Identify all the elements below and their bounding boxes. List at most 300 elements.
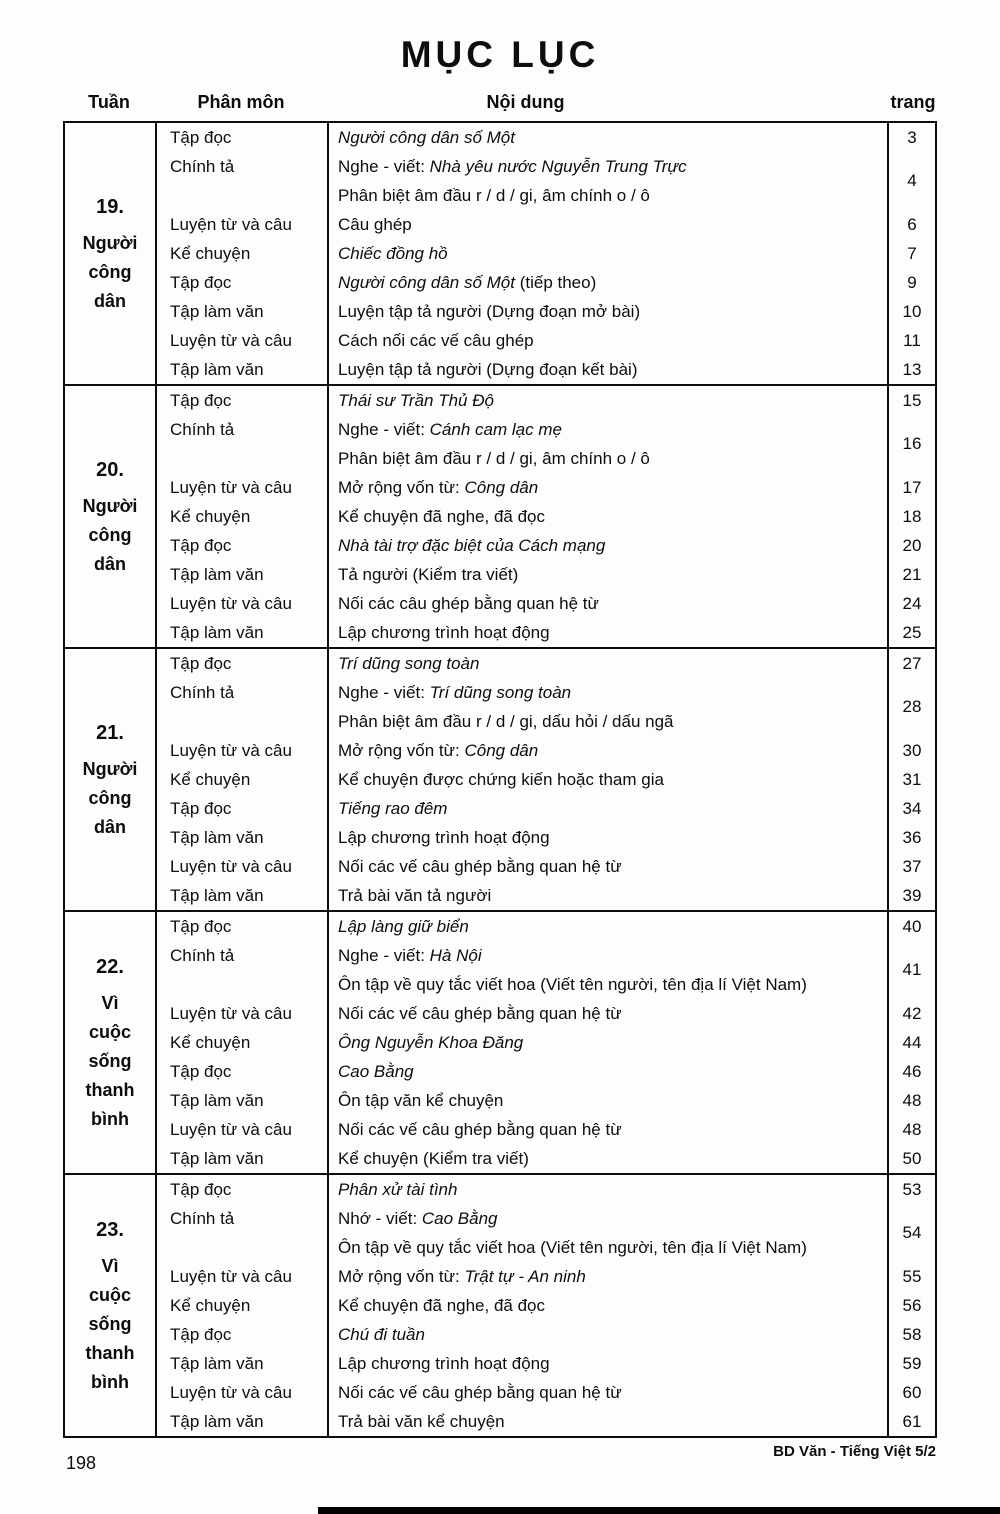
table-row <box>157 649 935 678</box>
week-theme-word: bình <box>91 1108 129 1129</box>
content-segment: Mở rộng vốn từ: <box>338 1267 465 1286</box>
content-cell <box>329 736 889 765</box>
content-cell <box>329 881 889 910</box>
subject-cell: Tập làm văn <box>157 1086 329 1115</box>
table-row <box>157 502 935 531</box>
content-segment: (tiếp theo) <box>514 273 597 292</box>
table-row <box>157 912 935 941</box>
page-cell: 54 <box>902 1223 922 1242</box>
table-row <box>157 1175 935 1204</box>
content-segment: Trật tự - An ninh <box>464 1267 586 1286</box>
subject-cell: Tập đọc <box>157 649 329 678</box>
page-cell: 7 <box>907 243 917 263</box>
content-cell <box>329 941 889 999</box>
subject-cell: Tập đọc <box>157 268 329 297</box>
content-cell <box>329 1086 889 1115</box>
page-cell: 55 <box>902 1266 922 1286</box>
content-segment: Phân xử tài tình <box>338 1180 458 1199</box>
content-segment: Ôn tập về quy tắc viết hoa (Viết tên người, tên địa lí Việt Nam) <box>338 975 807 994</box>
table-row <box>157 736 935 765</box>
week-number: 20. <box>96 458 124 481</box>
page-cell: 21 <box>902 564 922 584</box>
page-cell: 28 <box>902 697 922 716</box>
subject-cell: Luyện từ và câu <box>157 1378 329 1407</box>
content-cell <box>329 386 889 415</box>
table-row <box>157 1086 935 1115</box>
week-theme-word: công <box>88 524 132 545</box>
content-segment: Kể chuyện đã nghe, đã đọc <box>338 507 545 526</box>
content-segment: Nhớ - viết: <box>338 1209 422 1228</box>
content-segment: Trả bài văn tả người <box>338 886 492 905</box>
content-segment: Phân biệt âm đầu r / d / gi, âm chính o / ô <box>338 449 650 468</box>
content-cell <box>329 794 889 823</box>
content-segment: Nối các vế câu ghép bằng quan hệ từ <box>338 857 622 876</box>
content-line <box>338 560 887 589</box>
content-cell <box>329 1407 889 1436</box>
subject-cell: Tập làm văn <box>157 297 329 326</box>
content-segment: Tả người (Kiểm tra viết) <box>338 565 519 584</box>
subject-cell: Tập đọc <box>157 386 329 415</box>
content-segment: Nghe - viết: <box>338 683 430 702</box>
content-segment: Kể chuyện đã nghe, đã đọc <box>338 1296 545 1315</box>
content-segment: Nghe - viết: <box>338 420 430 439</box>
subject-cell: Kể chuyện <box>157 765 329 794</box>
content-cell <box>329 765 889 794</box>
page-cell: 44 <box>902 1032 922 1052</box>
content-line <box>338 297 887 326</box>
content-segment: Thái sư Trần Thủ Độ <box>338 391 494 410</box>
content-line <box>338 912 887 941</box>
subject-cell: Luyện từ và câu <box>157 736 329 765</box>
content-cell <box>329 1028 889 1057</box>
content-segment: Cao Bằng <box>421 1209 498 1228</box>
table-row <box>157 589 935 618</box>
header-page: trang <box>890 92 936 112</box>
subject-cell: Tập đọc <box>157 531 329 560</box>
page-cell: 25 <box>902 622 922 642</box>
table-row <box>157 852 935 881</box>
week-theme-word: sống <box>88 1050 132 1071</box>
page-cell: 31 <box>902 769 922 789</box>
content-cell <box>329 1320 889 1349</box>
content-cell <box>329 589 889 618</box>
content-cell <box>329 1378 889 1407</box>
week-theme-word: bình <box>91 1371 129 1392</box>
content-line <box>338 794 887 823</box>
content-line <box>338 502 887 531</box>
page-cell: 46 <box>902 1061 922 1081</box>
subject-cell: Chính tả <box>157 152 329 210</box>
content-line <box>338 268 887 297</box>
week-theme-word: dân <box>93 816 126 837</box>
table-row <box>157 123 935 152</box>
content-line <box>338 355 887 384</box>
content-line <box>338 1057 887 1086</box>
subject-cell: Tập đọc <box>157 912 329 941</box>
content-line <box>338 1175 887 1204</box>
week-theme-word: thanh <box>85 1079 135 1100</box>
content-segment: Nối các câu ghép bằng quan hệ từ <box>338 594 599 613</box>
content-segment: Nghe - viết: <box>338 946 430 965</box>
content-line <box>338 765 887 794</box>
page-cell: 36 <box>902 827 922 847</box>
toc-table-body <box>65 123 935 1436</box>
table-row <box>157 881 935 910</box>
content-cell <box>329 1057 889 1086</box>
week-theme-word: Vì <box>101 1255 119 1276</box>
subject-cell: Tập đọc <box>157 1057 329 1086</box>
content-line <box>338 473 887 502</box>
page-cell: 58 <box>902 1324 922 1344</box>
content-line <box>338 941 887 970</box>
content-cell <box>329 999 889 1028</box>
content-cell <box>329 502 889 531</box>
header-subject: Phân môn <box>197 92 285 112</box>
week-label <box>83 718 138 842</box>
table-row <box>157 415 935 473</box>
subject-cell: Luyện từ và câu <box>157 473 329 502</box>
subject-cell: Luyện từ và câu <box>157 852 329 881</box>
page-cell: 15 <box>902 390 922 410</box>
content-cell <box>329 618 889 647</box>
content-line <box>338 123 887 152</box>
content-cell <box>329 531 889 560</box>
content-segment: Nhà yêu nước Nguyễn Trung Trực <box>429 157 687 176</box>
content-line <box>338 386 887 415</box>
content-segment: Cao Bằng <box>338 1062 414 1081</box>
page-cell: 48 <box>902 1090 922 1110</box>
content-cell <box>329 1115 889 1144</box>
content-segment: Lập chương trình hoạt động <box>338 1354 550 1373</box>
content-segment: Cánh cam lạc mẹ <box>429 420 562 439</box>
week-theme-word: thanh <box>85 1342 135 1363</box>
content-line <box>338 444 887 473</box>
content-cell <box>329 239 889 268</box>
week-cell <box>65 912 157 1173</box>
subject-cell: Luyện từ và câu <box>157 1115 329 1144</box>
page-cell: 17 <box>902 477 922 497</box>
content-segment: Câu ghép <box>338 215 412 234</box>
toc-table <box>63 121 937 1438</box>
week-theme-word: công <box>88 787 132 808</box>
page-cell: 3 <box>907 127 917 147</box>
subject-cell: Kể chuyện <box>157 1028 329 1057</box>
week-label <box>83 192 138 316</box>
content-cell <box>329 912 889 941</box>
table-row <box>157 268 935 297</box>
subject-cell: Tập làm văn <box>157 881 329 910</box>
content-line <box>338 852 887 881</box>
content-line <box>338 1086 887 1115</box>
table-row <box>157 941 935 999</box>
page-cell: 6 <box>907 214 917 234</box>
content-segment: Trí dũng song toàn <box>338 654 480 673</box>
content-cell <box>329 1144 889 1173</box>
week-label <box>86 952 135 1134</box>
content-line <box>338 1028 887 1057</box>
content-segment: Lập chương trình hoạt động <box>338 623 550 642</box>
toc-section <box>65 649 935 912</box>
content-segment: Luyện tập tả người (Dựng đoạn kết bài) <box>338 360 638 379</box>
week-theme-word: cuộc <box>88 1284 131 1305</box>
page-cell: 56 <box>902 1295 922 1315</box>
subject-cell: Tập làm văn <box>157 1407 329 1436</box>
page-cell: 53 <box>902 1179 922 1199</box>
subject-cell: Chính tả <box>157 678 329 736</box>
content-segment: Công dân <box>464 478 539 497</box>
content-segment: Ôn tập về quy tắc viết hoa (Viết tên người, tên địa lí Việt Nam) <box>338 1238 807 1257</box>
subject-cell: Luyện từ và câu <box>157 999 329 1028</box>
section-rows <box>157 912 935 1173</box>
content-cell <box>329 268 889 297</box>
content-line <box>338 589 887 618</box>
content-cell <box>329 355 889 384</box>
table-row <box>157 355 935 384</box>
content-line <box>338 1378 887 1407</box>
table-row <box>157 297 935 326</box>
subject-cell: Kể chuyện <box>157 1291 329 1320</box>
table-row <box>157 1204 935 1262</box>
table-row <box>157 326 935 355</box>
book-title-footer: BD Văn - Tiếng Việt 5/2 <box>773 1443 936 1460</box>
table-row <box>157 473 935 502</box>
header-content: Nội dung <box>486 92 565 112</box>
table-row <box>157 239 935 268</box>
content-segment: Kể chuyện được chứng kiến hoặc tham gia <box>338 770 664 789</box>
week-label <box>83 455 138 579</box>
page-cell: 16 <box>902 434 922 453</box>
content-segment: Mở rộng vốn từ: <box>338 741 465 760</box>
section-rows <box>157 123 935 384</box>
page-cell: 9 <box>907 272 917 292</box>
subject-cell: Chính tả <box>157 415 329 473</box>
week-theme-word: sống <box>88 1313 132 1334</box>
toc-section <box>65 123 935 386</box>
content-line <box>338 881 887 910</box>
content-line <box>338 1320 887 1349</box>
table-row <box>157 1407 935 1436</box>
table-row <box>157 618 935 647</box>
table-header-row <box>63 92 937 113</box>
table-row <box>157 386 935 415</box>
week-number: 19. <box>96 195 124 218</box>
page-cell: 4 <box>907 171 917 190</box>
subject-cell: Tập đọc <box>157 1175 329 1204</box>
content-line <box>338 649 887 678</box>
week-theme-word: Người <box>82 495 138 516</box>
content-cell <box>329 1291 889 1320</box>
content-line <box>338 1291 887 1320</box>
content-line <box>338 415 887 444</box>
page-cell: 11 <box>903 330 921 350</box>
week-theme-word: cuộc <box>88 1021 131 1042</box>
content-segment: Người công dân số Một <box>338 128 515 147</box>
page-cell: 50 <box>902 1148 922 1168</box>
header-week: Tuần <box>88 92 130 112</box>
content-segment: Nối các vế câu ghép bằng quan hệ từ <box>338 1004 622 1023</box>
table-row <box>157 1349 935 1378</box>
table-row <box>157 560 935 589</box>
table-row <box>157 531 935 560</box>
page-cell: 48 <box>902 1119 922 1139</box>
content-line <box>338 239 887 268</box>
page-cell: 42 <box>902 1003 922 1023</box>
content-segment: Ôn tập văn kể chuyện <box>338 1091 504 1110</box>
subject-cell: Tập đọc <box>157 123 329 152</box>
content-segment: Hà Nội <box>429 946 482 965</box>
week-number: 22. <box>96 955 124 978</box>
subject-cell: Tập làm văn <box>157 618 329 647</box>
table-row <box>157 1028 935 1057</box>
table-row <box>157 210 935 239</box>
content-line <box>338 326 887 355</box>
week-theme-word: Người <box>82 232 138 253</box>
table-row <box>157 1115 935 1144</box>
subject-cell: Chính tả <box>157 941 329 999</box>
content-cell <box>329 1204 889 1262</box>
table-row <box>157 765 935 794</box>
table-row <box>157 999 935 1028</box>
week-cell <box>65 649 157 910</box>
content-cell <box>329 152 889 210</box>
scan-edge-artifact <box>318 1507 1000 1514</box>
content-cell <box>329 473 889 502</box>
content-cell <box>329 415 889 473</box>
content-cell <box>329 649 889 678</box>
content-line <box>338 181 887 210</box>
page-title: MỤC LỤC <box>400 34 600 75</box>
content-segment: Nối các vế câu ghép bằng quan hệ từ <box>338 1383 622 1402</box>
content-line <box>338 210 887 239</box>
table-row <box>157 1057 935 1086</box>
page-cell: 18 <box>902 506 922 526</box>
toc-section <box>65 386 935 649</box>
subject-cell: Tập làm văn <box>157 823 329 852</box>
content-line <box>338 999 887 1028</box>
content-line <box>338 618 887 647</box>
content-line <box>338 1349 887 1378</box>
subject-cell: Tập đọc <box>157 1320 329 1349</box>
content-line <box>338 823 887 852</box>
content-line <box>338 531 887 560</box>
content-segment: Lập chương trình hoạt động <box>338 828 550 847</box>
week-theme-word: dân <box>93 553 126 574</box>
subject-cell: Tập làm văn <box>157 1349 329 1378</box>
content-cell <box>329 678 889 736</box>
week-theme-word: dân <box>93 290 126 311</box>
content-segment: Luyện tập tả người (Dựng đoạn mở bài) <box>338 302 641 321</box>
content-segment: Ông Nguyễn Khoa Đăng <box>338 1033 524 1052</box>
content-segment: Cách nối các vế câu ghép <box>338 331 534 350</box>
content-cell <box>329 1262 889 1291</box>
page-cell: 27 <box>902 653 922 673</box>
content-cell <box>329 1349 889 1378</box>
toc-section <box>65 912 935 1175</box>
content-cell <box>329 210 889 239</box>
content-segment: Người công dân số Một <box>338 273 515 292</box>
section-rows <box>157 1175 935 1436</box>
table-row <box>157 1320 935 1349</box>
content-segment: Trí dũng song toàn <box>429 683 572 702</box>
content-line <box>338 970 887 999</box>
week-theme-word: công <box>88 261 132 282</box>
content-line <box>338 1204 887 1233</box>
content-segment: Phân biệt âm đầu r / d / gi, dấu hỏi / dấu ngã <box>338 712 674 731</box>
content-cell <box>329 560 889 589</box>
table-row <box>157 1262 935 1291</box>
content-segment: Nối các vế câu ghép bằng quan hệ từ <box>338 1120 622 1139</box>
table-row <box>157 1291 935 1320</box>
content-segment: Phân biệt âm đầu r / d / gi, âm chính o / ô <box>338 186 650 205</box>
content-cell <box>329 1175 889 1204</box>
content-cell <box>329 326 889 355</box>
content-segment: Công dân <box>464 741 539 760</box>
content-line <box>338 707 887 736</box>
page-cell: 24 <box>902 593 922 613</box>
content-cell <box>329 297 889 326</box>
content-line <box>338 678 887 707</box>
content-line <box>338 1407 887 1436</box>
subject-cell: Chính tả <box>157 1204 329 1262</box>
content-line <box>338 736 887 765</box>
subject-cell: Luyện từ và câu <box>157 1262 329 1291</box>
subject-cell: Tập làm văn <box>157 560 329 589</box>
table-row <box>157 1378 935 1407</box>
page-cell: 61 <box>902 1411 922 1431</box>
subject-cell: Tập đọc <box>157 794 329 823</box>
content-segment: Kể chuyện (Kiểm tra viết) <box>338 1149 529 1168</box>
page-cell: 41 <box>902 960 922 979</box>
page-cell: 60 <box>902 1382 922 1402</box>
subject-cell: Tập làm văn <box>157 355 329 384</box>
page-number: 198 <box>66 1453 97 1473</box>
page-cell: 40 <box>902 916 922 936</box>
content-line <box>338 1144 887 1173</box>
week-label <box>86 1215 135 1397</box>
content-segment: Tiếng rao đêm <box>338 799 448 818</box>
content-cell <box>329 823 889 852</box>
page-cell: 10 <box>902 301 922 321</box>
content-segment: Chú đi tuần <box>338 1325 425 1344</box>
subject-cell: Luyện từ và câu <box>157 210 329 239</box>
content-segment: Trả bài văn kể chuyện <box>338 1412 505 1431</box>
week-cell <box>65 1175 157 1436</box>
content-segment: Nghe - viết: <box>338 157 430 176</box>
page-cell: 39 <box>902 885 922 905</box>
content-line <box>338 1233 887 1262</box>
content-cell <box>329 852 889 881</box>
content-cell <box>329 123 889 152</box>
page-cell: 37 <box>902 856 922 876</box>
subject-cell: Luyện từ và câu <box>157 589 329 618</box>
content-segment: Chiếc đồng hồ <box>338 244 448 263</box>
section-rows <box>157 386 935 647</box>
subject-cell: Kể chuyện <box>157 502 329 531</box>
page-cell: 13 <box>902 359 922 379</box>
subject-cell: Kể chuyện <box>157 239 329 268</box>
page-cell: 59 <box>902 1353 922 1373</box>
week-cell <box>65 386 157 647</box>
table-row <box>157 794 935 823</box>
week-theme-word: Vì <box>101 992 119 1013</box>
week-theme-word: Người <box>82 758 138 779</box>
week-cell <box>65 123 157 384</box>
page-cell: 34 <box>902 798 922 818</box>
content-line <box>338 152 887 181</box>
table-row <box>157 152 935 210</box>
page-cell: 30 <box>902 740 922 760</box>
toc-section <box>65 1175 935 1436</box>
